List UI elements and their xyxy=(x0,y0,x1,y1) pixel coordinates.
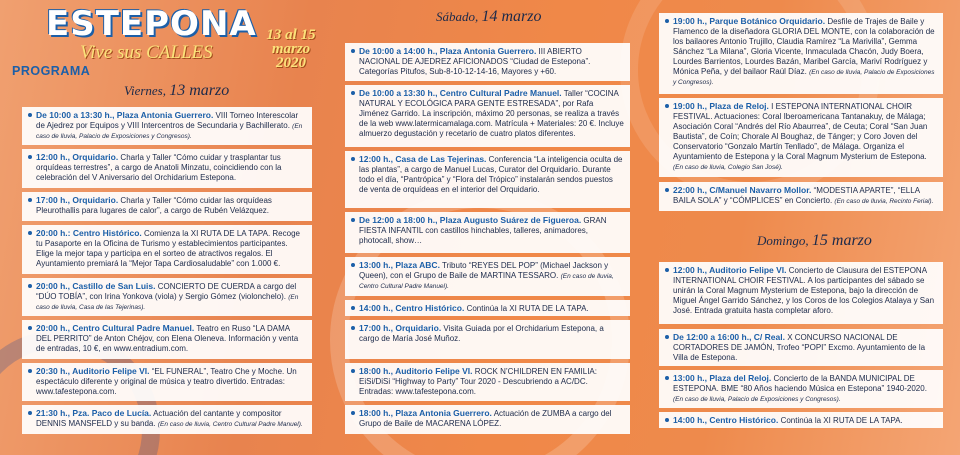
event-rain-note: (En caso de lluvia, Palacio de Exposiciones y Congresos). xyxy=(673,396,841,403)
event-description: I ESTEPONA INTERNATIONAL CHOIR FESTIVAL. Actuaciones: Coral Iberoamericana Tantanakuy, de Málaga; Asociación Coral “Andrés del Río Abaurrea”, de Ceuta; Coral “San Juan Bautista”, de Coín; Chorale Al Boughaz, de Tánger; y Coro Joven del Conservatorio “Gonzalo Martín Tenllado”, de Málaga. Organiza el Ayuntamiento de Estepona y la Coral Magnum Mysterium de Estepona. xyxy=(673,102,928,161)
event-time-place: 18:00 h., Auditorio Felipe VI. xyxy=(359,366,473,376)
event-description: VIII Torneo Interescolar de Ajedrez por Equipos y VIII Intercentros de Secundaria y Bachillerato. xyxy=(36,111,299,130)
event-card xyxy=(345,405,630,434)
event-time-place: 13:00 h., Plaza ABC. xyxy=(359,260,440,270)
event-description: III ABIERTO NACIONAL DE AJEDREZ AFICIONADOS “Ciudad de Estepona”. Categorías Pitufos, Sub-8-10-12-14-16, Mayores y +60. xyxy=(359,47,591,76)
event-time-place: De 12:00 a 18:00 h., Plaza Augusto Suárez de Figueroa. xyxy=(359,215,582,225)
event-card xyxy=(22,320,312,359)
event-time-place: 14:00 h., Centro Histórico. xyxy=(673,415,779,425)
day-heading-friday xyxy=(124,82,229,100)
event-description: Teatro en Ruso “LA DAMA DEL PERRITO” de Anton Chéjov, con Elena Oleneva. Información y venta de entradas, 10 €, en www.entradium.com. xyxy=(36,324,299,353)
event-rain-note: (En caso de lluvia, Casa de las Tejerinas). xyxy=(36,294,299,311)
logo-dates: 13 al 15 marzo 2020 xyxy=(266,27,316,71)
event-card xyxy=(345,320,630,359)
event-card xyxy=(659,370,943,408)
day-date: 15 marzo xyxy=(811,232,872,249)
event-time-place: 20:30 h., Auditorio Felipe VI. xyxy=(36,366,150,376)
event-time-place: 17:00 h., Orquidario. xyxy=(36,195,119,205)
event-card xyxy=(345,363,630,401)
event-time-place: 14:00 h., Centro Histórico. xyxy=(359,303,465,313)
event-description: Charla y Taller “Cómo cuidar las orquídeas Pleurothallis para lugares de calor”, a cargo de Rubén Velázquez. xyxy=(36,196,272,215)
event-time-place: 20:00 h., Castillo de San Luis. xyxy=(36,281,156,291)
event-card xyxy=(345,257,630,296)
event-card xyxy=(22,363,312,401)
event-rain-note: (En caso de lluvia, Centro Cultural Padre Manuel). xyxy=(157,421,303,428)
event-card xyxy=(22,107,312,145)
logo-tagline: Vive sus CALLES xyxy=(80,42,213,63)
event-description: Actuación de ZUMBA a cargo del Grupo de Baile de MACARENA LÓPEZ. xyxy=(359,409,612,428)
event-card xyxy=(345,300,630,316)
event-card xyxy=(659,412,943,428)
event-card xyxy=(345,43,630,81)
event-card xyxy=(345,212,630,253)
event-description: Continúa la XI RUTA DE LA TAPA. xyxy=(780,416,903,425)
event-rain-note: (En caso de lluvia, Centro Cultural Padre Manuel). xyxy=(359,273,614,290)
event-description: “EL FUNERAL”, Teatro Che y Moche. Un espectáculo diferente y original de música y teatro divertido. Entradas: www.tafestepona.com. xyxy=(36,367,297,396)
event-time-place: 12:00 h., Casa de Las Tejerinas. xyxy=(359,154,487,164)
event-description: ROCK N’CHILDREN EN FAMILIA: EiSi/DiSi “Highway to Party” Tour 2020 - Descubriendo a AC/DC. Entradas: www.tafestepona.com. xyxy=(359,367,597,396)
event-time-place: 13:00 h., Plaza del Reloj. xyxy=(673,373,772,383)
event-time-place: 19:00 h., Plaza de Reloj. xyxy=(673,101,769,111)
event-card xyxy=(659,13,943,94)
day-heading-saturday xyxy=(436,8,542,26)
day-date: 13 marzo xyxy=(169,82,230,99)
event-card xyxy=(22,405,312,434)
event-description: Concierto de la BANDA MUNICIPAL DE ESTEPONA. BME “80 Años haciendo Música en Estepona” 1940-2020. xyxy=(673,374,927,393)
event-time-place: 21:30 h., Pza. Paco de Lucía. xyxy=(36,408,152,418)
event-description: CONCIERTO DE CUERDA a cargo del “DÚO TOBÍA”, con Irina Yonkova (viola) y Sergio Gómez (violonchelo). xyxy=(36,282,297,301)
event-description: Comienza la XI RUTA DE LA TAPA. Recoge tu Pasaporte en la Oficina de Turismo y establecimientos participantes. Elige la mejor tapa y participa en el sorteo de atractivos regalos. El Ayuntamiento premiará la “Mejor Tapa Cardiosaludable” con 1.000 €. xyxy=(36,229,300,268)
event-time-place: De 10:00 a 13:30 h., Centro Cultural Padre Manuel. xyxy=(359,88,562,98)
event-time-place: 22:00 h., C/Manuel Navarro Mollor. xyxy=(673,185,812,195)
day-weekday: Viernes, xyxy=(124,83,166,98)
event-card xyxy=(22,149,312,188)
event-description: Tributo “REYES DEL POP” (Michael Jackson y Queen), con el Grupo de Baile de MARTINA TESSARO. xyxy=(359,261,609,280)
event-time-place: 18:00 h., Plaza Antonia Guerrero. xyxy=(359,408,492,418)
logo-title: ESTEPONA xyxy=(46,4,257,44)
event-card xyxy=(22,192,312,221)
event-time-place: 19:00 h., Parque Botánico Orquidario. xyxy=(673,16,826,26)
event-time-place: 12:00 h., Auditorio Felipe VI. xyxy=(673,265,787,275)
event-description: X CONCURSO NACIONAL DE CORTADORES DE JAMÓN, Trofeo “POPI” Excmo. Ayuntamiento de la Villa de Estepona. xyxy=(673,333,926,362)
event-card xyxy=(659,98,943,177)
event-card xyxy=(659,262,943,324)
event-description: Taller “COCINA NATURAL Y ECOLÓGICA PARA GENTE ESTRESADA”, por Rafa Jiménez Garrido. La inscripción, máximo 20 personas, se realiza a través de la web www.latermicamalaga.com. Matrícula + Materiales: 20 €. Incluye almuerzo degustación y recetario de cuatro platos diferentes. xyxy=(359,89,624,138)
event-time-place: 20:00 h.: Centro Histórico. xyxy=(36,228,142,238)
event-description: Charla y Taller “Cómo cuidar y trasplantar tus orquídeas terrestres”, a cargo de Anatoli Minzatu, coincidiendo con la celebración del V Aniversario del Orchidarium Estepona. xyxy=(36,153,282,182)
event-rain-note: (En caso de lluvia, Palacio de Exposiciones y Congresos). xyxy=(36,123,303,140)
day-weekday: Sábado, xyxy=(436,9,479,24)
event-rain-note: (En caso de lluvia, Palacio de Exposiciones y Congresos). xyxy=(673,69,935,86)
event-description: Concierto de Clausura del ESTEPONA INTERNATIONAL CHOIR FESTIVAL. A los participantes del sábado se unirán la Coral Magnum Mysterium de Estepona, bajo la dirección de Miguel Ángel Garrido Sánchez, y los Coros de los Colegios Atalaya y San José. Entrada gratuita hasta completar aforo. xyxy=(673,266,935,315)
event-time-place: De 10:00 a 14:00 h., Plaza Antonia Guerrero. xyxy=(359,46,537,56)
event-rain-note: (En caso de lluvia, Colegio San José). xyxy=(673,164,783,171)
event-description: GRAN FIESTA INFANTIL con castillos hinchables, talleres, animadores, photocall, show… xyxy=(359,216,607,245)
event-description: Actuación del cantante y compositor DENNIS MANSFELD y su banda. xyxy=(36,409,282,428)
event-card xyxy=(345,151,630,208)
event-description: Conferencia “La inteligencia oculta de las plantas”, a cargo de Manuel Lucas, Curator del Orquidario. Durante todo el día, “Pantrópica” y “Flora del Trópico” instalarán sendos puestos de venta de orquídeas en el interior del Orquidario. xyxy=(359,155,623,194)
event-time-place: 20:00 h., Centro Cultural Padre Manuel. xyxy=(36,323,195,333)
event-time-place: 12:00 h., Orquidario. xyxy=(36,152,119,162)
day-heading-sunday xyxy=(757,232,872,250)
day-weekday: Domingo, xyxy=(757,233,809,248)
event-rain-note: (En caso de lluvia, Recinto Ferial). xyxy=(834,198,934,205)
event-time-place: 17:00 h., Orquidario. xyxy=(359,323,442,333)
programa-heading: PROGRAMA xyxy=(12,64,91,78)
event-description: Desfile de Trajes de Baile y Flamenco de la diseñadora GLORIA DEL MONTE, con la colaboración de los bailaores Antonio Trujillo, Claudia Ramírez “La Marivilla”, Gemma Sánchez “La Milana”, Gloria Vicente, Inmaculada Chacón, Judy Boera, Lourdes Barrientos, Lourdes Bazán, Maribel García, Mariví Rodríguez y Mónica Peña, y del bailaor Raúl Díaz. xyxy=(673,17,935,76)
event-card xyxy=(659,182,943,211)
event-description: Continúa la XI RUTA DE LA TAPA. xyxy=(466,304,589,313)
event-time-place: De 12:00 a 16:00 h., C/ Real. xyxy=(673,332,785,342)
event-time-place: De 10:00 a 13:30 h., Plaza Antonia Guerrero. xyxy=(36,110,214,120)
event-card xyxy=(22,278,312,316)
event-card xyxy=(345,85,630,147)
event-description: Visita Guiada por el Orchidarium Estepona, a cargo de María José Muñoz. xyxy=(359,324,604,343)
event-card xyxy=(22,225,312,274)
event-description: “MODESTIA APARTE”, “ELLA BAILA SOLA” y “CÓMPLICES” en Concierto. xyxy=(673,186,920,205)
day-date: 14 marzo xyxy=(481,8,542,25)
event-card xyxy=(659,329,943,366)
